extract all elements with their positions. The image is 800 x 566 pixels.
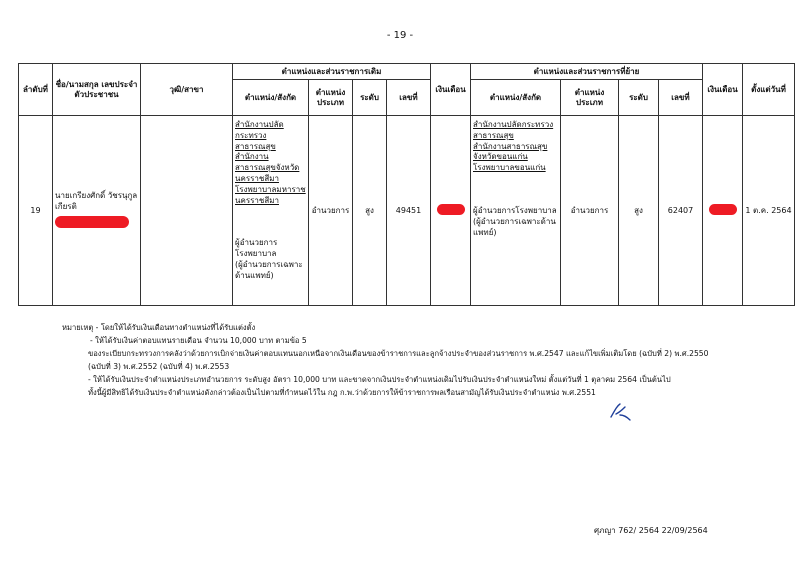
old-salary-cell xyxy=(431,116,471,306)
new-salary-cell xyxy=(703,116,743,306)
header-old-number: เลขที่ xyxy=(387,80,431,116)
table-row xyxy=(19,116,795,306)
header-new-group: ตำแหน่งและส่วนราชการที่ย้าย xyxy=(471,64,703,80)
old-position-3: (ผู้อำนวยการเฉพาะ xyxy=(235,259,303,269)
new-agency-2: สำนักงานสาธารณสุขจังหวัดขอนแก่น xyxy=(473,141,548,162)
note-line-2: ของระเบียบกระทรวงการคลังว่าด้วยการเบิกจ่ายเงินค่าตอบแทนนอกเหนือจากเงินเดือนของข้าราชการและลูกจ้างประจำของส่วนราชการ พ.ศ.2547 และแก้ไขเพิ่มเติมโดย (ฉบับที่ 2) พ.ศ.2550 xyxy=(88,348,709,358)
new-number: 62407 xyxy=(659,116,703,306)
header-name: ชื่อ/นามสกุล เลขประจำตัวประชาชน xyxy=(53,64,141,116)
note-heading: หมายเหตุ - โดยให้ได้รับเงินเดือนทางตำแหน่งที่ได้รับแต่งตั้ง xyxy=(62,323,256,332)
header-old-type: ตำแหน่ง ประเภท xyxy=(309,80,353,116)
row-old-position-agency xyxy=(233,116,309,306)
header-effective: ตั้งแต่วันที่ xyxy=(743,64,795,116)
row-effective-date: 1 ต.ค. 2564 xyxy=(743,116,795,306)
notes-section xyxy=(62,322,782,399)
header-new-position: ตำแหน่ง/สังกัด xyxy=(471,80,561,116)
new-level: สูง xyxy=(619,116,659,306)
transfer-table xyxy=(18,63,795,306)
note-line-1: - ให้ได้รับเงินค่าตอบแทนรายเดือน จำนวน 10,000 บาท ตามข้อ 5 xyxy=(90,335,307,345)
footer-reference: ศุภญา 762/ 2564 22/09/2564 xyxy=(594,526,708,535)
header-old-position: ตำแหน่ง/สังกัด xyxy=(233,80,309,116)
header-seq: ลำดับที่ xyxy=(19,64,53,116)
header-new-salary: เงินเดือน xyxy=(703,64,743,116)
header-new-type: ตำแหน่ง ประเภท xyxy=(561,80,619,116)
old-number: 49451 xyxy=(387,116,431,306)
old-agency-3: โรงพยาบาลมหาราชนครราชสีมา xyxy=(235,184,306,205)
new-position-1: ผู้อำนวยการโรงพยาบาล xyxy=(473,205,557,215)
note-line-3: (ฉบับที่ 3) พ.ศ.2552 (ฉบับที่ 4) พ.ศ.2553 xyxy=(88,361,230,371)
header-degree: วุฒิ/สาขา xyxy=(141,64,233,116)
row-degree xyxy=(141,116,233,306)
old-level: สูง xyxy=(353,116,387,306)
note-line-5: ทั้งนี้ผู้มีสิทธิได้รับเงินประจำตำแหน่งดังกล่าวต้องเป็นไปตามที่กำหนดไว้ใน กฎ ก.พ.ว่าด้วยการให้ข้าราชการพลเรือนสามัญได้รับเงินประจำตำแหน่ง พ.ศ.2551 xyxy=(88,387,596,397)
redacted-new-salary xyxy=(709,204,737,215)
new-position-3: แพทย์) xyxy=(473,227,497,237)
old-type: อำนวยการ xyxy=(309,116,353,306)
new-type: อำนวยการ xyxy=(561,116,619,306)
old-position-2: โรงพยาบาล xyxy=(235,249,277,259)
old-position-1: ผู้อำนวยการ xyxy=(235,238,278,248)
old-position-4: ด้านแพทย์) xyxy=(235,270,274,280)
old-agency-1: สำนักงานปลัดกระทรวงสาธารณสุข xyxy=(235,120,284,151)
row-name-cell xyxy=(53,116,141,306)
new-agency-1: สำนักงานปลัดกระทรวงสาธารณสุข xyxy=(473,120,554,140)
row-new-position-agency xyxy=(471,116,561,306)
header-new-number: เลขที่ xyxy=(659,80,703,116)
header-old-salary: เงินเดือน xyxy=(431,64,471,116)
header-old-group: ตำแหน่งและส่วนราชการเดิม xyxy=(233,64,431,80)
redacted-id-number xyxy=(55,216,129,228)
old-agency-2: สำนักงานสาธารณสุขจังหวัดนครราชสีมา xyxy=(235,152,300,183)
header-new-level: ระดับ xyxy=(619,80,659,116)
page-number: - 19 - xyxy=(386,30,414,41)
header-old-level: ระดับ xyxy=(353,80,387,116)
new-position-2: (ผู้อำนวยการเฉพาะด้าน xyxy=(473,216,556,226)
row-name: นายเกรียงศักดิ์ วัชรนุกูลเกียรติ xyxy=(55,190,138,212)
row-seq: 19 xyxy=(19,116,53,306)
redacted-old-salary xyxy=(437,204,465,215)
note-line-4: - ให้ได้รับเงินประจำตำแหน่งประเภทอำนวยการ ระดับสูง อัตรา 10,000 บาท และขาดจากเงินประจำตำแหน่งเดิมไปรับเงินประจำตำแหน่งใหม่ ตั้งแต่วันที่ 1 ตุลาคม 2564 เป็นต้นไป xyxy=(88,374,671,384)
signature-mark xyxy=(608,400,632,422)
new-agency-3: โรงพยาบาลขอนแก่น xyxy=(473,163,546,173)
